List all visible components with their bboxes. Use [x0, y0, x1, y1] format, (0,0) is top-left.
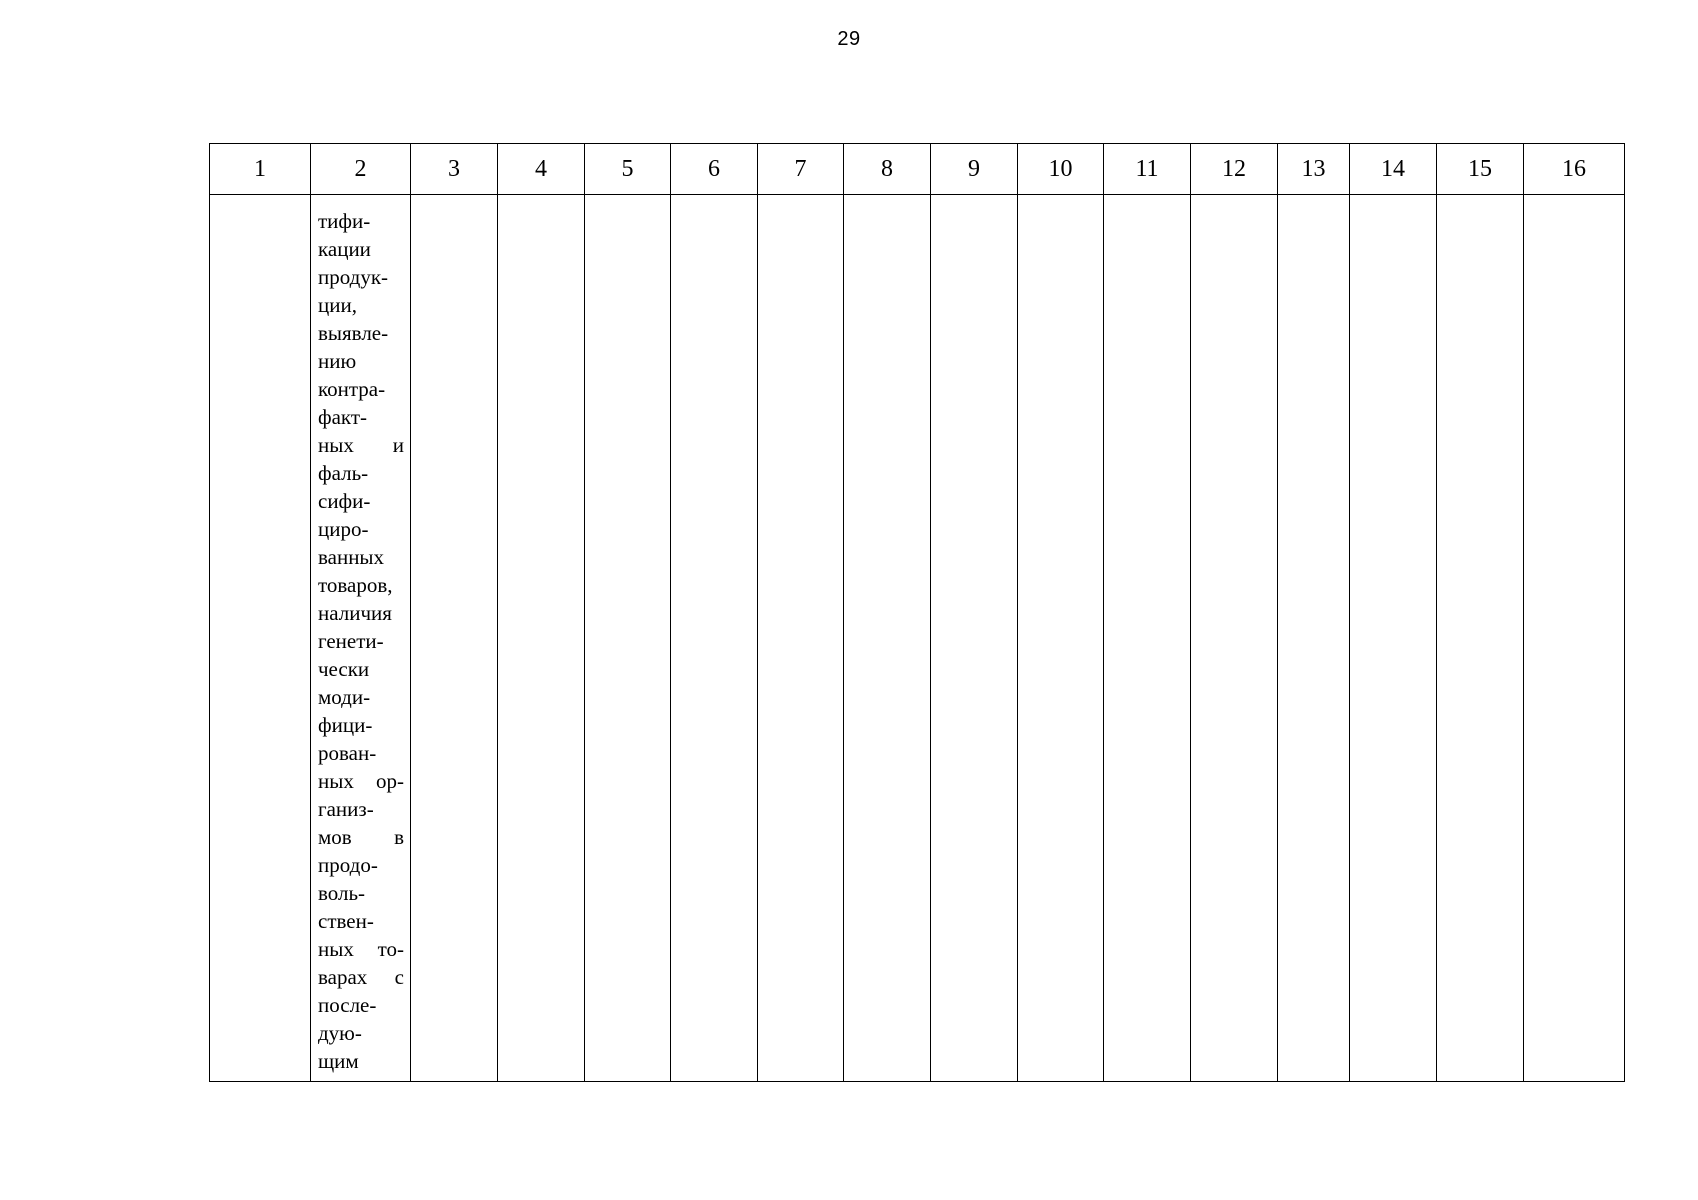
table-cell [931, 195, 1018, 1082]
cell-text-line: товаров, [318, 573, 393, 597]
column-header: 6 [671, 144, 758, 195]
cell-text-line: моди- [318, 685, 371, 709]
cell-text-line: ных то- [318, 937, 404, 961]
table-cell [498, 195, 585, 1082]
table-cell [411, 195, 498, 1082]
column-header: 14 [1350, 144, 1437, 195]
table-cell [585, 195, 671, 1082]
table-cell [1104, 195, 1191, 1082]
column-header: 5 [585, 144, 671, 195]
column-header: 4 [498, 144, 585, 195]
cell-text-line: чески [318, 657, 370, 681]
table-row [210, 195, 1625, 1082]
column-header: 7 [758, 144, 844, 195]
column-header: 16 [1524, 144, 1625, 195]
cell-text-line: кации [318, 237, 371, 261]
cell-text-line: фаль- [318, 461, 369, 485]
cell-text-line: нию [318, 349, 357, 373]
cell-text-line: рован- [318, 741, 377, 765]
table-cell [1191, 195, 1278, 1082]
table-cell [1437, 195, 1524, 1082]
table-cell [671, 195, 758, 1082]
cell-text-line: сифи- [318, 489, 371, 513]
table-cell [1018, 195, 1104, 1082]
cell-text-line: после- [318, 993, 377, 1017]
cell-text-line: ции, [318, 293, 357, 317]
table-cell [758, 195, 844, 1082]
column-header: 8 [844, 144, 931, 195]
cell-text-line: контра- [318, 377, 386, 401]
table-header-row [210, 144, 1625, 195]
cell-text-line: ванных [318, 545, 385, 569]
cell-text-line: циро- [318, 517, 369, 541]
column-header: 11 [1104, 144, 1191, 195]
column-header: 9 [931, 144, 1018, 195]
cell-text-line: генети- [318, 629, 384, 653]
column-header: 12 [1191, 144, 1278, 195]
cell-text-line: продо- [318, 853, 378, 877]
table-cell-col2 [311, 195, 411, 1082]
column-header: 1 [210, 144, 311, 195]
cell-text [311, 195, 410, 1075]
cell-text-line: факт- [318, 405, 368, 429]
cell-text-line: дую- [318, 1021, 362, 1045]
column-header: 2 [311, 144, 411, 195]
cell-text-line: воль- [318, 881, 366, 905]
column-header: 3 [411, 144, 498, 195]
cell-text-line: фици- [318, 713, 373, 737]
cell-text-line: ствен- [318, 909, 374, 933]
cell-text-line: варах с [318, 965, 404, 989]
cell-text-line: щим [318, 1049, 359, 1073]
page-number: 29 [837, 28, 861, 50]
column-header: 15 [1437, 144, 1524, 195]
cell-text-line: продук- [318, 265, 389, 289]
cell-text-line: выявле- [318, 321, 389, 345]
table-cell [210, 195, 311, 1082]
column-header: 13 [1278, 144, 1350, 195]
table-cell [1278, 195, 1350, 1082]
cell-text-line: наличия [318, 601, 392, 625]
table-cell [1350, 195, 1437, 1082]
cell-text-line: ных и [318, 433, 404, 457]
cell-text-line: ганиз- [318, 797, 374, 821]
cell-text-line: мов в [318, 825, 404, 849]
cell-text-line: ных ор- [318, 769, 404, 793]
table-cell [844, 195, 931, 1082]
data-table [209, 143, 1625, 1082]
column-header: 10 [1018, 144, 1104, 195]
cell-text-line: тифи- [318, 209, 371, 233]
table-cell [1524, 195, 1625, 1082]
